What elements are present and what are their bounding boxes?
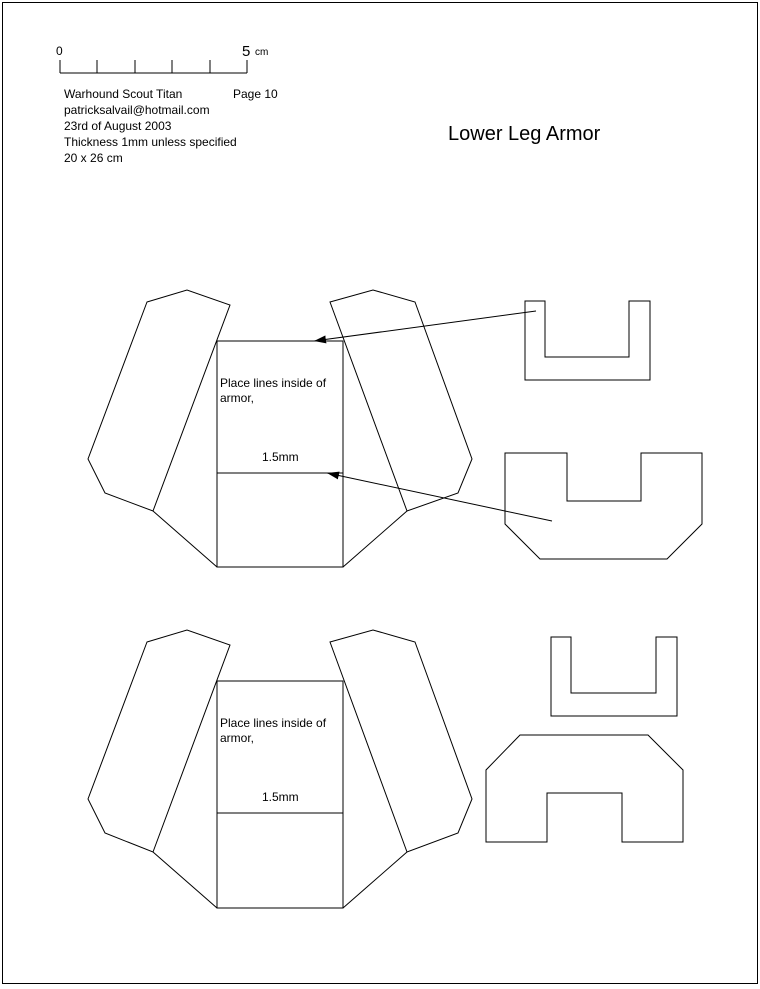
project-name: Warhound Scout Titan: [64, 87, 183, 101]
page-title: Lower Leg Armor: [448, 123, 601, 145]
upper-measure-label: 1.5mm: [262, 450, 299, 464]
thickness-note: Thickness 1mm unless specified: [64, 135, 237, 149]
info-block: [64, 87, 278, 165]
upper-left-panel: [88, 290, 230, 511]
author-email: patricksalvail@hotmail.com: [64, 103, 210, 117]
page-border: [3, 3, 758, 984]
page-number: Page 10: [233, 87, 278, 101]
lower-left-panel: [88, 630, 230, 852]
date-text: 23rd of August 2003: [64, 119, 172, 133]
upper-chamfered-profile: [505, 453, 702, 559]
scale-unit-label: cm: [255, 47, 269, 58]
upper-note-line2: armor,: [220, 391, 255, 405]
lower-chamfered-profile: [486, 735, 683, 842]
scale-end-label: 5: [242, 43, 251, 60]
sheet-size: 20 x 26 cm: [64, 151, 123, 165]
lower-note-line1: Place lines inside of: [220, 716, 327, 730]
lower-note-line2: armor,: [220, 731, 255, 745]
scale-start-label: 0: [56, 44, 63, 58]
upper-u-channel-profile: [525, 301, 650, 380]
scale-bar: [56, 43, 268, 73]
upper-leg-armor-piece: [88, 290, 472, 567]
upper-arrow-1: [314, 311, 536, 341]
upper-note-line1: Place lines inside of: [220, 376, 327, 390]
upper-arrow-2: [327, 473, 552, 521]
lower-u-channel-profile: [551, 637, 677, 716]
lower-right-panel: [330, 630, 472, 852]
lower-leg-armor-piece: [88, 630, 472, 908]
lower-measure-label: 1.5mm: [262, 790, 299, 804]
